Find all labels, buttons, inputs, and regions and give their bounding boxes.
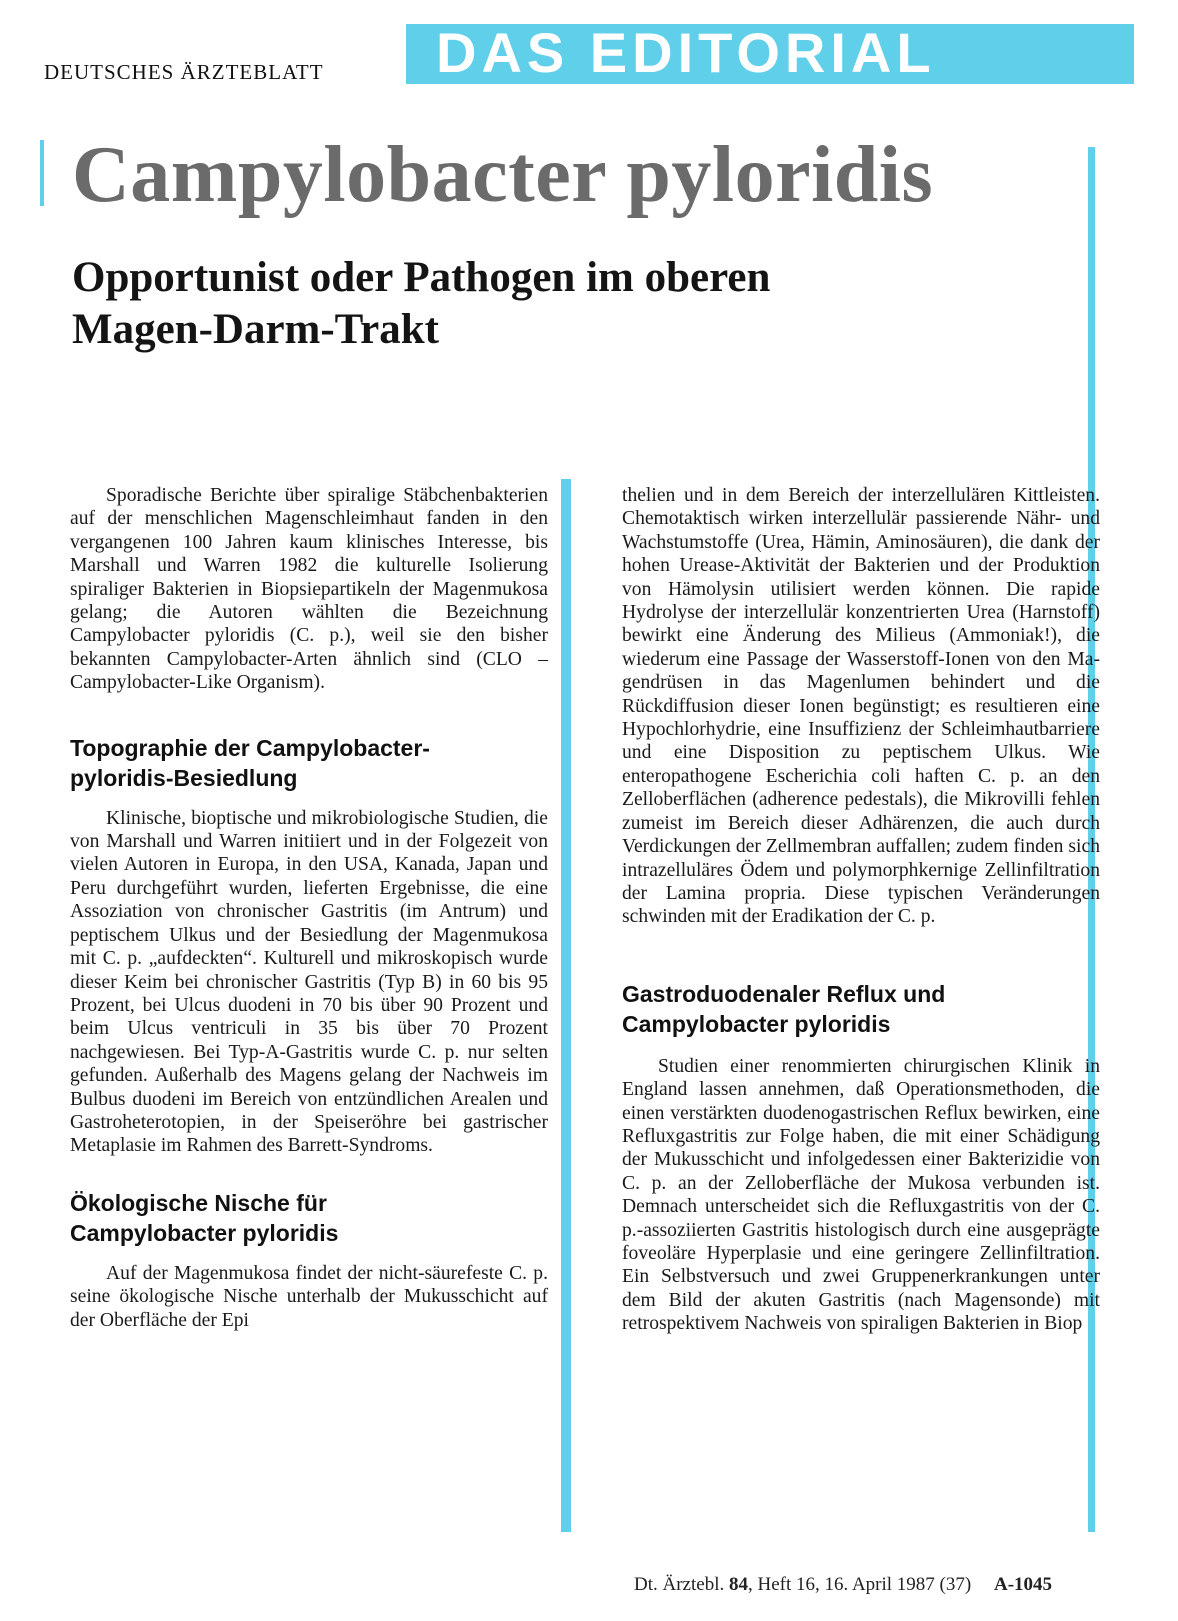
footer-journal: Dt. Ärztebl. [634, 1574, 725, 1595]
article-title: Campylobacter pyloridis [72, 131, 934, 219]
reflux-paragraph: Studien einer renommierten chirurgischen Klinik in England lassen annehmen, daß Operationsmethoden, die einen verstärkten duodenogastrischen Reflux bewirken, eine Refluxgastritis zur Folge haben, die mit einer Schädigung der Mukusschicht und infolgedessen einer Bakterizidie von C. p. an der Zelloberfläche der Mukosa verbunden ist. Demnach unterscheidet sich die Refluxgastritis von der C. p.-assoziierten Gastritis histologisch durch eine ausgeprägte foveoläre Hyperplasie und eine geringere Zellinfiltration. Ein Selbstversuch und zwei Gruppenerkrankungen unter dem Bild der akuten Gastritis (nach Magensonde) mit retrospektivem Nachweis von spiraligen Bakterien in Biop [622, 1055, 1100, 1335]
journal-name: DEUTSCHES ÄRZTEBLATT [44, 60, 324, 84]
footer-volume: 84 [728, 1574, 748, 1595]
accent-bar-left [40, 140, 44, 206]
section-label: DAS EDITORIAL [436, 24, 936, 84]
section-heading-nische: Ökologische Nische für Campylobacter pyloridis [70, 1189, 339, 1246]
column-divider [561, 479, 571, 1532]
article-subtitle: Opportunist oder Pathogen im oberen Magen-Darm-Trakt [72, 254, 771, 353]
intro-paragraph: Sporadische Berichte über spiralige Stäbchenbakterien auf der menschlichen Magenschleimhaut fanden in den vergangenen 100 Jahren kaum klinisches Interesse, bis Marshall und Warren 1982 die kulturelle Isolierung spiraliger Bakterien in Biopsiepartikeln der Magenmukosa gelang; die Autoren wählten die Bezeichnung Campylobacter pyloridis (C. p.), weil sie den bisher bekannten Campylobacter-Arten ähnlich sind (CLO – Campylobacter-Like Organism). [70, 485, 548, 694]
nische-paragraph: Auf der Magenmukosa findet der nicht-säurefeste C. p. seine ökologische Nische unterhalb der Mukusschicht auf der Oberfläche der Epi [70, 1262, 548, 1331]
continued-paragraph: thelien und in dem Bereich der interzellulären Kittleisten. Chemotaktisch wirken interzellulär passierende Nähr- und Wachstumstoffe (Urea, Hämin, Aminosäuren), die dank der hohen Urease-Aktivität der Bakterien und der Produktion von Hämolysin utilisiert werden können. Die rapide Hydrolyse der interzellulär konzentrierten Urea (Harnstoff) bewirkt eine Änderung des Milieus (Ammoniak!), die wiederum eine Passage der Wasserstoff-Ionen von den Magendrüsen in das Magenlumen behindert und die Rückdiffusion dieser Ionen begünstigt; es resultieren eine Hypochlorhydrie, eine Insuffizienz der Schleimhautbarriere und eine Disposition zu peptischem Ulkus. Wie enteropathogene Escherichia coli haften C. p. an den Zelloberflächen (adherence pedestals), die Mikrovilli fehlen zumeist im Bereich dieser Adhärenzen, die auch durch Verdickungen der Zellmembran auffallen; zudem finden sich intrazelluläres Ödem und polymorphkernige Zellinfiltration der Lamina propria. Diese typischen Veränderungen schwinden mit der Eradikation der C. p. [622, 485, 1100, 928]
section-heading-reflux: Gastroduodenaler Reflux und Campylobacter pyloridis [622, 980, 946, 1037]
section-heading-topographie: Topographie der Campylobacter-pyloridis-Besiedlung [70, 734, 430, 791]
topographie-paragraph: Klinische, bioptische und mikrobiologische Studien, die von Marshall und Warren initiiert und in der Folgezeit von vielen Autoren in Europa, in den USA, Kanada, Japan und Peru durchgeführt wurden, lieferten Ergebnisse, die eine Assoziation von chronischer Gastritis (im Antrum) und peptischem Ulkus und der Besiedlung der Magenmukosa mit C. p. „aufdeckten“. Kulturell und mikroskopisch wurde dieser Keim bei chronischer Gastritis (Typ B) in 60 bis 95 Prozent, bei Ulcus duodeni in 70 bis über 90 Prozent und beim Ulcus ventriculi in 35 bis über 70 Prozent nachgewiesen. Bei Typ-A-Gastritis wurde C. p. nur selten gefunden. Außerhalb des Magens gelang der Nachweis im Bulbus duodeni im Bereich von entzündlichen Arealen und Gastroheterotopien, in der Speiseröhre bei gastrischer Metaplasie im Rahmen des Barrett-Syndroms. [70, 807, 548, 1157]
right-column [622, 484, 1100, 1336]
section-banner [406, 24, 1134, 84]
left-column [70, 484, 548, 1332]
page-footer [634, 1574, 1052, 1596]
footer-issue: , Heft 16, 16. April 1987 (37) [747, 1574, 972, 1595]
footer-page-number: A-1045 [993, 1574, 1053, 1595]
